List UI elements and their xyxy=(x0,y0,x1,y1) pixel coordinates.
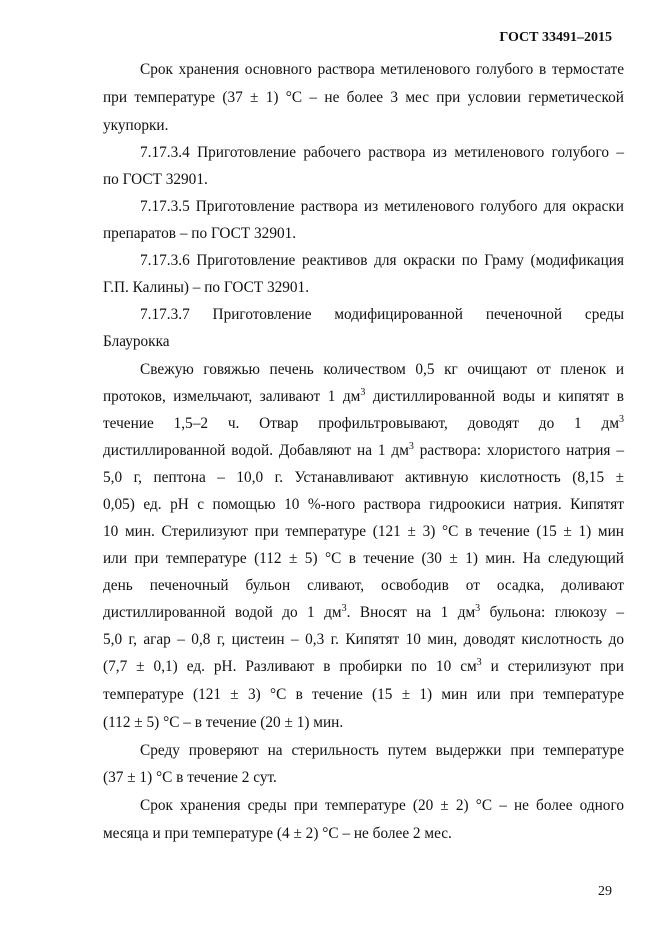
superscript: 3 xyxy=(341,602,347,614)
text-line: препаратов – по ГОСТ 32901. xyxy=(103,225,297,242)
superscript: 3 xyxy=(408,440,414,452)
text-line: по ГОСТ 32901. xyxy=(103,171,208,188)
text-line: температуре (121 ± 3) °С в течение (15 ± 1) мин или при температуре xyxy=(103,686,624,703)
text-line: дистиллированной водой до 1 $дм^3$. Вносят на 1 $дм^3$ бульона: глюкозу – xyxy=(103,602,625,621)
text-line: укупорки. xyxy=(103,117,169,134)
text-line: Блаурокка xyxy=(103,333,170,350)
section-7-17-3-4: 7.17.3.4 Приготовление рабочего раствора из метиленового голубого – xyxy=(140,144,624,161)
superscript: 3 xyxy=(475,602,481,614)
text-line: (37 ± 1) °С в течение 2 сут. xyxy=(103,769,277,786)
text-line: Срок хранения основного раствора метиленового голубого в термостате xyxy=(140,61,624,78)
text-line: (7,7 ± 0,1) ед. рН. Разливают в пробирки по 10 $см^3$ и стерилизуют при xyxy=(103,656,624,675)
text-line: течение 1,5–2 ч. Отвар профильтровывают, доводят до 1 $дм^3$ xyxy=(103,413,624,432)
section-7-17-3-5: 7.17.3.5 Приготовление раствора из метиленового голубого для окраски xyxy=(140,198,624,215)
text-line: Срок хранения среды при температуре (20 ± 2) °С – не более одного xyxy=(140,797,624,814)
text-line: Г.П. Калины) – по ГОСТ 32901. xyxy=(103,279,310,296)
text-line: месяца и при температуре (4 ± 2) °С – не более 2 мес. xyxy=(103,825,452,842)
text-line: протоков, измельчают, заливают 1 $дм^3$ дистиллированной воды и кипятят в xyxy=(103,386,624,405)
text-line: при температуре (37 ± 1) °С – не более 3 мес при условии герметической xyxy=(103,89,624,106)
text-line: Среду проверяют на стерильность путем выдержки при температуре xyxy=(140,742,624,759)
page-number: 29 xyxy=(598,884,612,899)
text-line: Свежую говяжью печень количеством 0,5 кг очищают от пленок и xyxy=(140,361,624,378)
text-line: 5,0 г, агар – 0,8 г, цистеин – 0,3 г. Кипятят 10 мин, доводят кислотность до xyxy=(103,631,624,648)
text-line: (112 ± 5) °С – в течение (20 ± 1) мин. xyxy=(103,714,344,731)
section-7-17-3-7-heading: 7.17.3.7 Приготовление модифицированной печеночной среды xyxy=(140,306,624,323)
text-line: день печеночный бульон сливают, освободив от осадка, доливают xyxy=(103,577,624,594)
text-line: или при температуре (112 ± 5) °С в течение (30 ± 1) мин. На следующий xyxy=(103,550,624,567)
text-line: 5,0 г, пептона – 10,0 г. Устанавливают активную кислотность (8,15 ± xyxy=(103,469,624,486)
section-7-17-3-6: 7.17.3.6 Приготовление реактивов для окраски по Граму (модификация xyxy=(140,252,624,269)
superscript: 3 xyxy=(476,656,482,668)
text-line: дистиллированной водой. Добавляют на 1 $дм^3$ раствора: хлористого натрия – xyxy=(103,440,624,459)
text-line: 0,05) ед. рН с помощью 10 %-ного раствора гидроокиси натрия. Кипятят xyxy=(103,496,624,513)
superscript: 3 xyxy=(360,386,366,398)
superscript: 3 xyxy=(619,413,624,425)
text-line: 10 мин. Стерилизуют при температуре (121 ± 3) °С в течение (15 ± 1) мин xyxy=(103,523,624,540)
document-code-header: ГОСТ 33491–2015 xyxy=(499,30,612,45)
